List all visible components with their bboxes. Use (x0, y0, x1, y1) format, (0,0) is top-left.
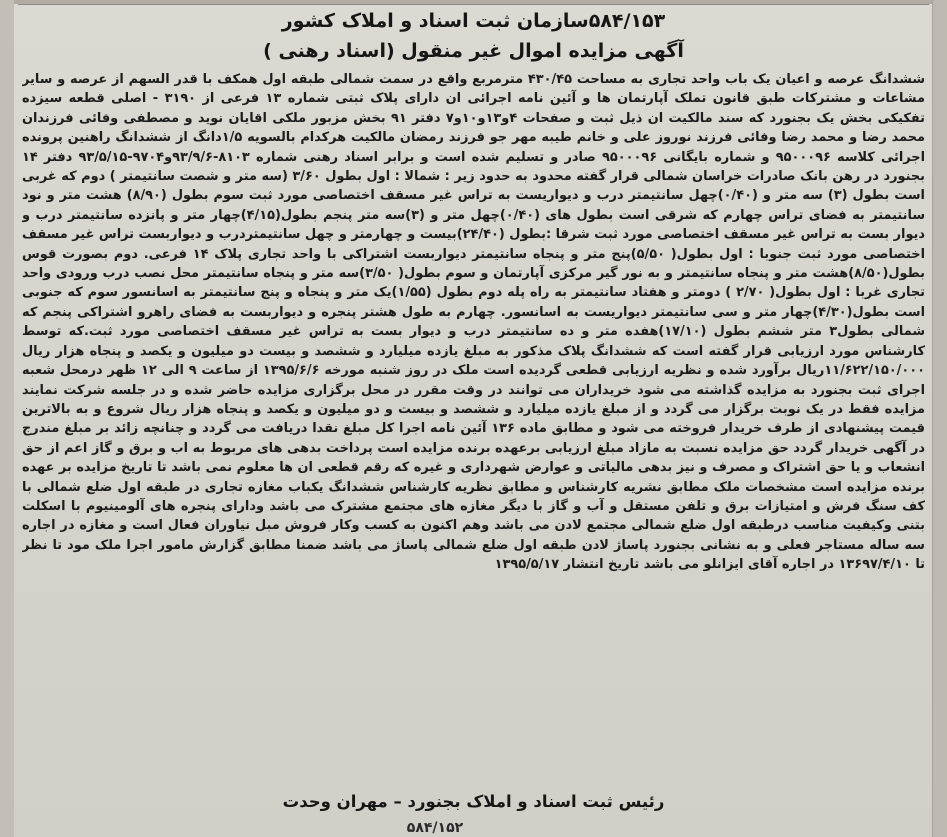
notice-body: ششدانگ عرصه و اعیان یک باب واحد تجاری به مساحت ۴۳۰/۴۵ مترمربع واقع در سمت شمالی طبقه اول همکف با قدر السهم از عرصه و سایر مشاعات و مشترکات طبق قانون تملک آپارتمان ها و آئین نامه اجرائی ان دارای پلاک ثبتی شماره ۱۳ فرعی از ۳۱۹۰ - اصلی قطعه سیزده تفکیکی بخش یک بجنورد که سند مالکیت ان ذیل ثبت و صفحات ۴و۱۳و۱۰و۷ دفتر ۹۱ بخش مزبور ملکی اقایان نوید و مصطفی وفائی فرزندان محمد رضا و محمد رضا وفائی فرزند نوروز علی و خانم طیبه مهر جو فرزند رمضان مالکیت هرکدام بالسویه ۱/۵دانگ از ششدانگ راهنین پرونده اجرائی کلاسه ۹۵۰۰۰۹۶ و شماره بایگانی ۹۵۰۰۰۹۶ صادر و تسلیم شده است و برابر اسناد رهنی شماره ۸۱۰۳-۹۳/۹/۶و۹۷۰۴-۹۳/۵/۱۵ دفتر ۱۴ بجنورد در رهن بانک صادرات خراسان شمالی قرار گفته محدود به حدود زیر : شمالا : اول بطول ۳/۶۰ (سه متر و شصت سانتیمتر ) دوم که غربی است بطول (۳) سه متر و (۰/۴۰)چهل سانتیمتر درب و دیواریست به تراس غیر مسقف اختصاصی مورد ثبت سوم بطول (۸/۹۰) هشت متر و نود سانتیمتر به فضای تراس چهارم که شرقی است بطول های (۰/۴۰)چهل متر و (۳)سه متر پنجم بطول(۴/۱۵)چهار متر و پانزده سانتیمتر درب و دیوار بست به تراس غیر مسقف اختصاصی مورد ثبت شرقا :بطول (۲۴/۴۰)بیست و چهارمتر و چهل سانتیمتردرب و دیواربست تراس غیر مسقف اختصاصی مورد ثبت جنوبا : اول بطول( ۵/۵۰)پنج متر و پنجاه سانتیمتر دیواربست اشتراکی با واحد تجاری پلاک ۱۴ فرعی. دوم بصورت قوس بطول(۸/۵۰)هشت متر و پنجاه سانتیمتر و به نور گیر مرکزی آپارتمان و سوم بطول( ۳/۵۰)سه متر و پنجاه سانتیمتر محل نصب درب ورودی واحد تجاری غربا : اول بطول( ۲/۷۰ ) دومتر و هفتاد سانتیمتر به راه پله دوم بطول (۱/۵۵)یک متر و پنجاه و پنج سانتیمتر به اسانسور سوم که جنوبی است بطول(۴/۳۰)چهار متر و سی سانتیمتر دیواریست به اسانسور. چهارم به طول هشتر پنجره و دیواربست به فضای راهرو اشتراکی پنجم که شمالی بطول۳ متر ششم بطول (۱۷/۱۰)هفده متر و ده سانتیمتر درب و دیوار بست به تراس غیر مسقف اختصاصی مورد ثبت.که توسط کارشناس مورد ارزیابی قرار گفته است که ششدانگ پلاک مذکور به مبلغ یازده میلیارد و ششصد و بیست دو میلیون و یکصد و پنجاه هزار ریال ۱۱/۶۲۲/۱۵۰/۰۰۰ریال برآورد شده و نظریه ارزیابی قطعی گردیده است ملک در روز شنبه مورخه ۱۳۹۵/۶/۶ از ساعت ۹ الی ۱۲ ظهر درمحل شعبه اجرای ثبت بجنورد به مزایده گذاشته می شود خریداران می توانند در وقت مقرر در محل برگزاری مزایده حاضر شده و در جلسه شرکت نمایند مزایده فقط در یک نوبت برگزار می گردد و از مبلغ یازده میلیارد و ششصد و بیست و دو میلیون و یکصد و پنجاه هزار ریال شروع و به بالاترین قیمت پیشنهادی از طرف خریدار فروخته می شود و مطابق ماده ۱۳۶ آئین نامه اجرا کل مبلغ نقدا دریافت می گردد و چنانچه زائد بر مبلغ مندرج در آگهی خریدار گردد حق مزایده نسبت به مازاد مبلغ ارزیابی برعهده برنده مزایده است پرداخت بدهی های مربوط به اب و برق و گاز اعم از حق انشعاب و یا حق اشتراک و مصرف و نیز بدهی مالیاتی و عوارض شهرداری و غیره که رقم قطعی ان ها معلوم نمی باشد تا تاریخ مزایده بر عهده برنده مزایده است مشخصات ملک مطابق نشریه کارشناس و مطابق نظریه کارشناس ششدانگ یکباب مغازه تجاری در طبقه اول ضلع شمالی با کف سنگ فرش و امتیازات برق و تلفن مستقل و آب و گاز با دیگر مغازه های مجتمع مشترک می باشد ودارای پنجره های آلومینیوم با اسکلت بتنی وکیفیت مناسب درطبقه اول ضلع شمالی مجتمع لادن می باشد وهم اکنون به کسب وکار فروش مبل نیاوران فعال است و مغازه در اجاره سه ساله مستاجر فعلی و به نشانی بجنورد پاساژ لادن طبقه اول ضلع شمالی پاساژ می باشد ضمنا مطابق گزارش مامور اجرا ملک مود تا نظر تا ۱۳۶۹۷/۴/۱۰ در اجاره آقای ایزانلو می باشد تاریخ انتشار ۱۳۹۵/۵/۱۷ (22, 72, 925, 573)
notice-title: ۵۸۴/۱۵۳سازمان ثبت اسناد و املاک کشور (281, 10, 666, 32)
right-margin (932, 0, 947, 837)
next-notice-header: ۵۸۴/۱۵۲ (406, 820, 464, 836)
notice-subtitle: آگهی مزایده اموال غیر منقول (اسناد رهنی ) (263, 40, 684, 62)
notice-signature: رئیس ثبت اسناد و املاک بجنورد – مهران وحدت (282, 792, 665, 811)
left-margin (0, 0, 14, 837)
top-divider (18, 4, 929, 5)
